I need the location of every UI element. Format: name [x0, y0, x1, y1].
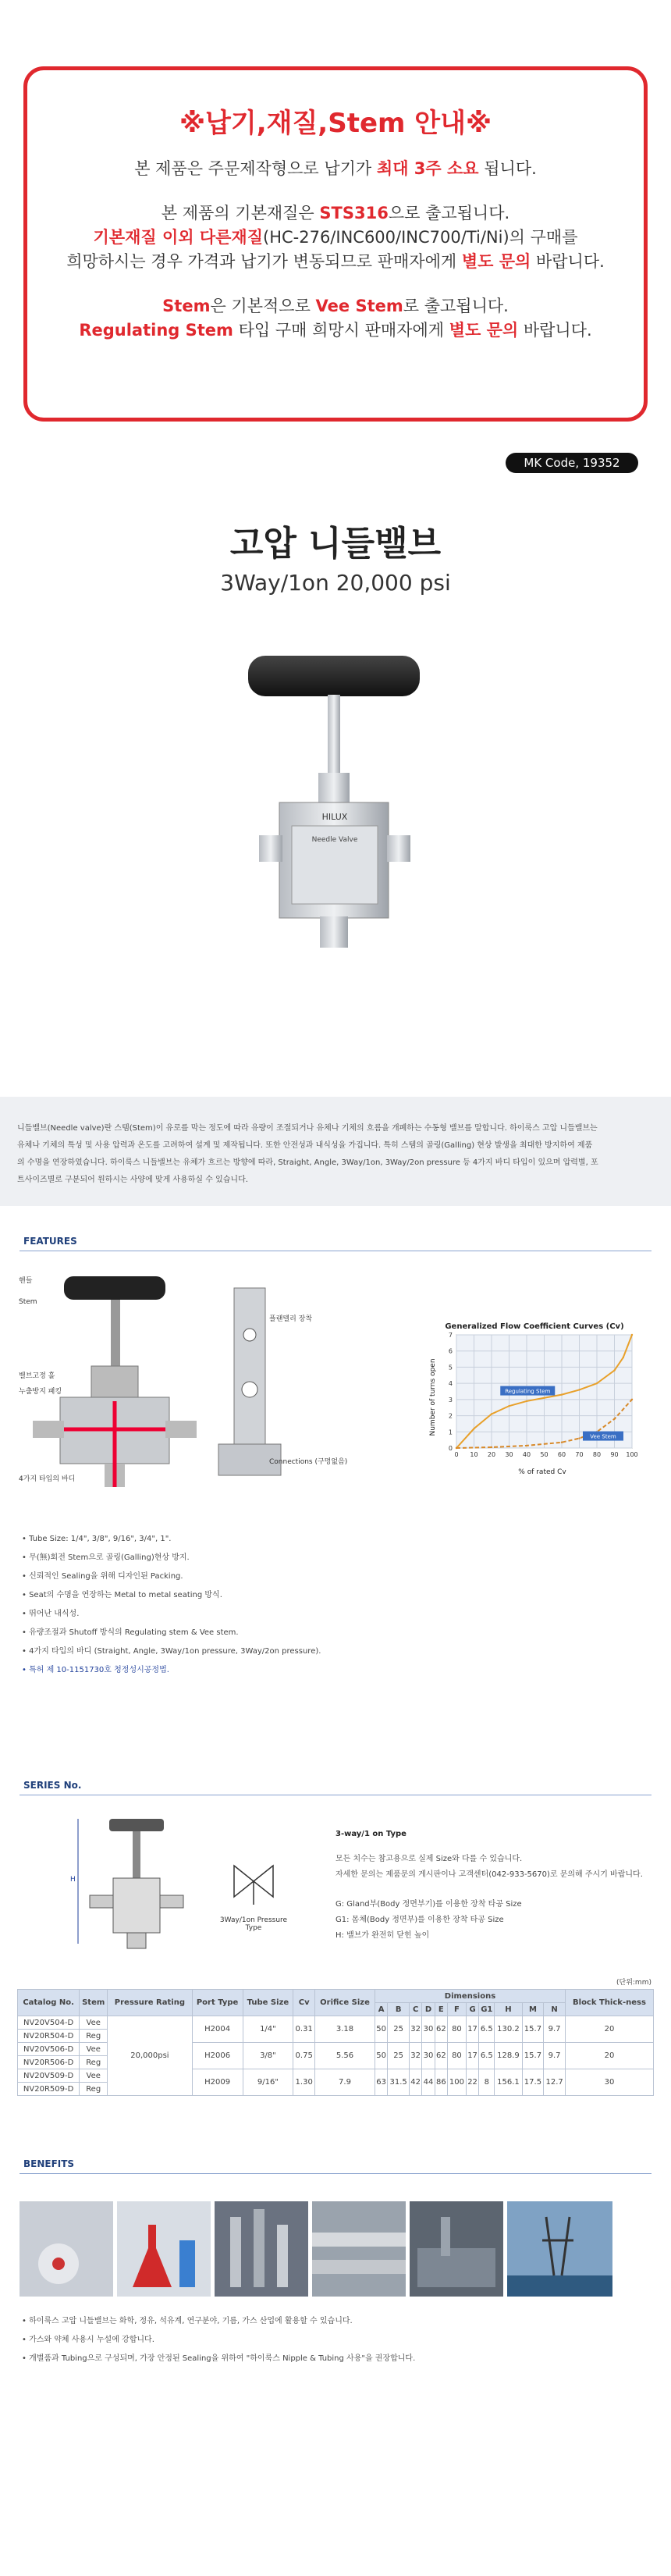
th-block: Block Thick-ness [565, 1990, 653, 2016]
features-bullet: • 유량조절과 Shutoff 방식의 Regulating stem & Vee stem. [22, 1624, 321, 1642]
chart-point [473, 1428, 474, 1429]
table-cell: Vee [80, 2016, 108, 2030]
table-cell: 86 [435, 2069, 447, 2096]
chart-point [613, 1418, 615, 1420]
table-row [18, 2016, 654, 2030]
table-cell: NV20V506-D [18, 2043, 80, 2056]
table-cell: 5.56 [315, 2043, 375, 2069]
chart-point [631, 1334, 633, 1336]
chart-ytick: 3 [448, 1396, 453, 1404]
notice-line-2: 본 제품의 기본재질은 STS316으로 출고됩니다. [161, 204, 510, 222]
chart-xtick: 90 [610, 1451, 619, 1458]
table-cell: 31.5 [388, 2069, 410, 2096]
th-catalog: Catalog No. [18, 1990, 80, 2016]
series-title: SERIES No. [23, 1780, 82, 1791]
table-cell: 17 [466, 2016, 478, 2043]
benefit-photo-lab [20, 2201, 113, 2297]
th-dim: G [466, 2003, 478, 2016]
table-cell: 62 [435, 2043, 447, 2069]
th-dim: N [544, 2003, 566, 2016]
th-dim: M [522, 2003, 544, 2016]
chart-legend-regulating: Regulating Stem [505, 1388, 551, 1395]
chart-xtick: 30 [505, 1451, 513, 1458]
stem [328, 695, 340, 781]
notice-line-6: Regulating Stem 타입 구매 희망시 판매자에게 별도 문의 바랍니다. [79, 321, 592, 340]
chart-ytick: 1 [448, 1429, 453, 1436]
th-stem: Stem [80, 1990, 108, 2016]
series-note: 자세한 문의는 제품문의 게시판이나 고객센터(042-933-5670)로 문의해 주시기 바랍니다. [336, 1870, 643, 1879]
th-dim: D [422, 2003, 435, 2016]
benefits-divider [20, 2173, 651, 2174]
notice-title: ※납기,재질,Stem 안내※ [179, 108, 492, 139]
table-cell: 156.1 [495, 2069, 522, 2096]
chart-point [491, 1413, 492, 1414]
notice-line-3: 기본재질 이외 다른재질(HC-276/INC600/INC700/Ti/Ni)의 구매를 [93, 228, 578, 247]
table-cell: NV20R504-D [18, 2030, 80, 2043]
th-dimensions: Dimensions [375, 1990, 566, 2003]
product-photo [234, 624, 437, 968]
features-bullet: • 신뢰적인 Sealing을 위해 디자인된 Packing. [22, 1567, 321, 1586]
chart-xtick: 10 [470, 1451, 478, 1458]
table-cell: 3.18 [315, 2016, 375, 2043]
chart-point [631, 1399, 633, 1400]
benefit-photo-pipes [312, 2201, 406, 2297]
chart-ylabel: Number of turns open [429, 1358, 437, 1436]
chart-point [456, 1447, 457, 1449]
series-table [17, 1989, 654, 2096]
th-dim: G1 [479, 2003, 495, 2016]
benefits-title: BENEFITS [23, 2158, 75, 2169]
table-cell: 8 [479, 2069, 495, 2096]
features-title: FEATURES [23, 1236, 77, 1247]
table-cell: H2006 [192, 2043, 243, 2069]
valve-side-drawing [195, 1288, 348, 1483]
notice-line-5: Stem은 기본적으로 Vee Stem로 출고됩니다. [162, 297, 509, 315]
th-orifice: Orifice Size [315, 1990, 375, 2016]
product-subtitle: 3Way/1on 20,000 psi [220, 570, 451, 596]
chart-xtick: 40 [522, 1451, 531, 1458]
table-cell: Reg [80, 2083, 108, 2096]
table-cell: NV20R506-D [18, 2056, 80, 2069]
table-cell: 17 [466, 2043, 478, 2069]
table-cell: 63 [375, 2069, 388, 2096]
table-cell: 9/16" [243, 2069, 293, 2096]
table-cell: 80 [447, 2043, 466, 2069]
table-cell: 50 [375, 2016, 388, 2043]
svg-text:H: H [70, 1876, 76, 1884]
series-notes [336, 1827, 655, 1944]
table-cell: 30 [422, 2016, 435, 2043]
chart-ytick: 4 [448, 1380, 453, 1388]
table-cell: 15.7 [522, 2016, 544, 2043]
desc-line: 트사이즈별로 구분되어 원하시는 사양에 맞게 사용하실 수 있습니다. [17, 1176, 248, 1184]
table-cell: 22 [466, 2069, 478, 2096]
benefit-photo-tools [215, 2201, 308, 2297]
table-cell: 1.30 [293, 2069, 315, 2096]
table-cell: NV20R509-D [18, 2083, 80, 2096]
chart-xtick: 100 [626, 1451, 638, 1458]
table-cell: 32 [410, 2043, 422, 2069]
chart-xtick: 0 [454, 1451, 459, 1458]
th-dim: B [388, 2003, 410, 2016]
benefit-bullet: • 가스와 약체 사용시 누설에 강합니다. [22, 2331, 415, 2350]
notice-line-1: 본 제품은 주문제작형으로 납기가 최대 3주 소요 됩니다. [134, 159, 537, 178]
table-cell: 15.7 [522, 2043, 544, 2069]
table-cell: 42 [410, 2069, 422, 2096]
chart-ytick: 5 [448, 1364, 453, 1372]
label-hole: 밸브고정 홀 [19, 1372, 55, 1380]
table-cell: H2009 [192, 2069, 243, 2096]
chart-xlabel: % of rated Cv [518, 1468, 566, 1476]
th-dim: E [435, 2003, 447, 2016]
features-bullet: • 무(無)회전 Stem으로 골링(Galling)현상 방지. [22, 1549, 321, 1567]
three-way-symbol [218, 1858, 289, 1912]
label-handle: 핸들 [19, 1277, 33, 1285]
chart-ytick: 0 [448, 1445, 453, 1452]
table-cell: 6.5 [479, 2016, 495, 2043]
table-cell: 3/8" [243, 2043, 293, 2069]
chart-point [543, 1397, 545, 1399]
notice-line-4: 희망하시는 경우 가격과 납기가 변동되므로 판매자에게 별도 문의 바랍니다. [66, 252, 605, 271]
chart-ytick: 7 [448, 1332, 453, 1339]
table-cell: 80 [447, 2016, 466, 2043]
product-title: 고압 니들밸브 [229, 524, 442, 564]
table-cell: 0.31 [293, 2016, 315, 2043]
table-cell: 30 [422, 2043, 435, 2069]
table-cell: 44 [422, 2069, 435, 2096]
chart-point [578, 1437, 580, 1439]
chart-point [596, 1382, 598, 1384]
table-cell: 20 [565, 2016, 653, 2043]
benefit-photo-offshore [507, 2201, 612, 2297]
chart-ytick: 2 [448, 1412, 453, 1420]
chart-point [491, 1446, 492, 1448]
series-heading: 3-way/1 on Type [336, 1830, 407, 1838]
features-bullets [22, 1530, 321, 1680]
product-description [0, 1097, 671, 1206]
series-def: G: Gland부(Body 정면부기)를 이용한 장착 타공 Size [336, 1900, 522, 1909]
table-cell: Vee [80, 2069, 108, 2083]
chart-point [613, 1369, 615, 1371]
chart-ytick: 6 [448, 1347, 453, 1355]
th-dim: A [375, 2003, 388, 2016]
chart-xtick: 50 [540, 1451, 549, 1458]
chart-title: Generalized Flow Coefficient Curves (Cv) [445, 1322, 624, 1331]
desc-line: 의 수명을 연장하였습니다. 하이룩스 니들밸브는 유체가 흐르는 방향에 따라, Straight, Angle, 3Way/1on, 3Way/2on pressure 등 4가지 바디 타입이 있으며 압력별, 포 [17, 1158, 598, 1167]
dimension-drawing [70, 1811, 203, 1952]
table-cell: 30 [565, 2069, 653, 2096]
table-cell: 50 [375, 2043, 388, 2069]
table-cell: 0.75 [293, 2043, 315, 2069]
th-cv: Cv [293, 1990, 315, 2016]
table-cell: NV20V504-D [18, 2016, 80, 2030]
chart-xtick: 60 [557, 1451, 566, 1458]
table-cell: 25 [388, 2043, 410, 2069]
table-cell: 9.7 [544, 2043, 566, 2069]
series-def: H: 밸브가 완전히 닫힌 높이 [336, 1931, 430, 1940]
table-cell: Reg [80, 2056, 108, 2069]
table-cell: 6.5 [479, 2043, 495, 2069]
brand-mark: HILUX [321, 812, 348, 822]
features-bullet: • 4가지 타입의 바디 (Straight, Angle, 3Way/1on pressure, 3Way/2on pressure). [22, 1642, 321, 1661]
label-body: 4가지 타입의 바디 [19, 1475, 76, 1483]
table-cell: 1/4" [243, 2016, 293, 2043]
table-cell: 17.5 [522, 2069, 544, 2096]
chart-xtick: 70 [575, 1451, 584, 1458]
table-cell: 20,000psi [108, 2016, 193, 2096]
table-cell: 7.9 [315, 2069, 375, 2096]
patent-bullet[interactable]: • 특허 제 10-1151730호 청정성시공정법. [22, 1661, 321, 1680]
table-cell: 130.2 [495, 2016, 522, 2043]
th-tube: Tube Size [243, 1990, 293, 2016]
table-cell: 25 [388, 2016, 410, 2043]
chart-point [578, 1389, 580, 1390]
chart-point [508, 1405, 509, 1407]
table-cell: 12.7 [544, 2069, 566, 2096]
notice-box [23, 66, 648, 422]
label-packing: 누출방지 패킹 [19, 1388, 62, 1396]
flow-coefficient-chart [425, 1319, 644, 1475]
chart-point [526, 1400, 527, 1402]
chart-legend-vee: Vee Stem [590, 1433, 616, 1440]
label-stem: Stem [19, 1298, 37, 1306]
chart-point [623, 1357, 624, 1358]
chart-point [561, 1442, 563, 1443]
benefits-bullets [22, 2312, 415, 2368]
table-cell: 20 [565, 2043, 653, 2069]
table-cell: NV20V509-D [18, 2069, 80, 2083]
desc-line: 유체나 기체의 특성 및 사용 압력과 온도를 고려하여 설계 및 제작됩니다. 또한 안전성과 내식성을 가집니다. 특히 스템의 골링(Galling) 현상 발생을 최대한 방지하여 제품 [17, 1141, 593, 1150]
features-bullet: • Tube Size: 1/4", 3/8", 9/16", 3/4", 1". [22, 1530, 321, 1549]
handle [248, 656, 420, 696]
table-cell: 100 [447, 2069, 466, 2096]
features-bullet: • 뛰어난 내식성. [22, 1605, 321, 1624]
table-cell: 128.9 [495, 2043, 522, 2069]
desc-line: 니들밸브(Needle valve)란 스템(Stem)이 유로를 막는 정도에 따라 유량이 조절되거나 유체나 기체의 흐름을 개폐하는 수동형 밸브를 말합니다. 하이룩스 고압 니들밸브는 [17, 1124, 598, 1133]
chart-xtick: 20 [487, 1451, 496, 1458]
benefit-bullet: • 하이룩스 고압 니들밸브는 화학, 정유, 석유계, 연구분야, 기름, 가스 산업에 활용할 수 있습니다. [22, 2312, 415, 2331]
chart-point [561, 1393, 563, 1395]
table-cell: 9.7 [544, 2016, 566, 2043]
chart-point [526, 1445, 527, 1446]
table-cell: 32 [410, 2016, 422, 2043]
series-def: G1: 몸체(Body 정면부)를 이용한 장착 타공 Size [336, 1916, 504, 1924]
three-way-label: 3Way/1on Pressure Type [219, 1916, 288, 1932]
label-plate: 플랜텔리 장착 [269, 1315, 313, 1323]
th-pressure: Pressure Rating [108, 1990, 193, 2016]
table-cell: Reg [80, 2030, 108, 2043]
label-connections: Connections (구멍없음) [269, 1458, 348, 1466]
table-cell: H2004 [192, 2016, 243, 2043]
th-dim: F [447, 2003, 466, 2016]
features-bullet: • Seat의 수명을 연장하는 Metal to metal seating 방식. [22, 1586, 321, 1605]
table-cell: 62 [435, 2016, 447, 2043]
table-cell: Vee [80, 2043, 108, 2056]
th-port: Port Type [192, 1990, 243, 2016]
unit-label: (단위:mm) [616, 1979, 651, 1987]
benefit-photo-plant [410, 2201, 503, 2297]
mk-code-badge: MK Code, 19352 [506, 453, 638, 473]
series-note: 모든 치수는 참고용으로 실제 Size와 다를 수 있습니다. [336, 1855, 523, 1863]
benefit-photo-flasks [117, 2201, 211, 2297]
benefit-bullet: • 개별품과 Tubing으로 구성되며, 가장 안정된 Sealing을 위하여 "하이룩스 Nipple & Tubing 사용"을 권장합니다. [22, 2350, 415, 2368]
th-dim: C [410, 2003, 422, 2016]
chart-xtick: 80 [592, 1451, 602, 1458]
th-dim: H [495, 2003, 522, 2016]
plate-label: Needle Valve [311, 836, 358, 844]
